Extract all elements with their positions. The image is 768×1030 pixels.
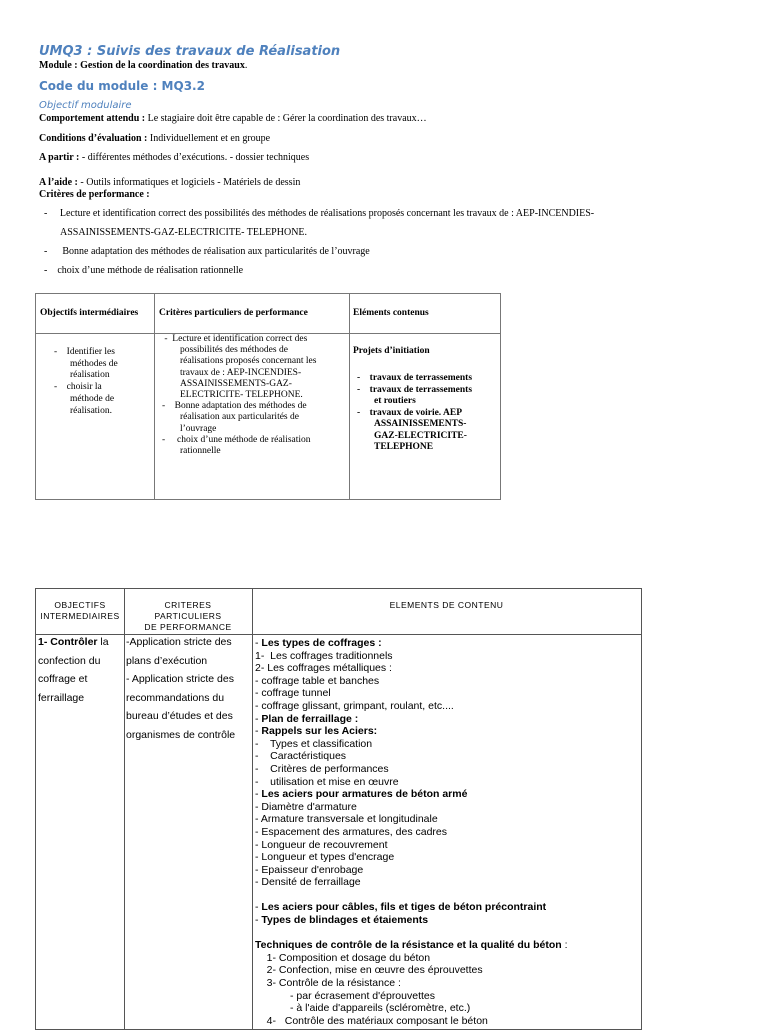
aide-label: A l’aide : xyxy=(39,177,78,188)
content-line: - Plan de ferraillage : xyxy=(255,712,359,725)
content-line: 1- Composition et dosage du béton xyxy=(255,951,431,964)
table2-elements-cell xyxy=(255,637,639,1027)
table1-header-objectifs: Objectifs intermédiaires xyxy=(40,308,139,318)
content-line: - coffrage tunnel xyxy=(255,687,331,700)
content-line: - Espacement des armatures, des cadres xyxy=(255,825,448,838)
criteria-item: - Lecture et identification correct des possibilités des méthodes de réalisations proposés concernant les travaux de : AEP-INCENDIES- xyxy=(44,208,595,219)
content-line: 2- Les coffrages métalliques : xyxy=(255,662,392,675)
content-line: - Les types de coffrages : xyxy=(255,637,382,649)
content-line: 4- Contrôle des matériaux composant le béton xyxy=(255,1014,488,1027)
content-line: - Diamètre d'armature xyxy=(255,800,357,813)
table2-header-criteres: CRITERES PARTICULIERS DE PERFORMANCE xyxy=(144,600,232,632)
content-line: - Types de blindages et étaiements xyxy=(255,914,429,927)
content-line: - utilisation et mise en œuvre xyxy=(255,775,399,788)
aide-value: - Outils informatiques et logiciels - Matériels de dessin xyxy=(77,177,301,188)
content-line: - Les aciers pour armatures de béton armé xyxy=(255,788,468,801)
content-line: - Rappels sur les Aciers: xyxy=(255,725,378,738)
table2-objectifs-cell: 1- Contrôler la confection du coffrage et ferraillage xyxy=(38,636,109,704)
table2-header-elements: ELEMENTS DE CONTENU xyxy=(389,600,504,610)
comportement-attendu xyxy=(39,113,427,125)
conditions-value: Individuellement et en groupe xyxy=(147,133,271,144)
table1-elements-cell: - travaux de terrassements - travaux de terrassements et routiers - travaux de voirie. AEP ASSAINISSEMENTS- GAZ-ELECTRICITE- TELEPHONE xyxy=(357,373,473,452)
objectives-table xyxy=(35,293,501,500)
comportement-value: Le stagiaire doit être capable de : Gérer la coordination des travaux… xyxy=(145,113,427,124)
content-line: 1- Les coffrages traditionnels xyxy=(255,649,393,662)
module-label: Module : Gestion de la coordination des travaux xyxy=(39,60,245,71)
content-line: - à l'aide d'appareils (scléromètre, etc.) xyxy=(255,1002,471,1015)
criteria-item: - Bonne adaptation des méthodes de réalisation aux particularités de l’ouvrage xyxy=(44,246,370,257)
content-line: - Armature transversale et longitudinale xyxy=(255,813,438,826)
module-code: Code du module : MQ3.2 xyxy=(39,79,205,93)
objectif-modulaire: Objectif modulaire xyxy=(39,100,132,111)
apartir-value: - différentes méthodes d’exécutions. - dossier techniques xyxy=(79,152,310,163)
conditions-label: Conditions d’évaluation : xyxy=(39,133,148,144)
content-line xyxy=(255,889,639,902)
content-line xyxy=(255,927,639,940)
module-unit-title: UMQ3 : Suivis des travaux de Réalisation xyxy=(39,44,341,59)
apartir-label: A partir : xyxy=(39,152,80,163)
content-line: - Longueur et types d'encrage xyxy=(255,851,395,864)
table1-header-elements: Eléments contenus xyxy=(353,308,429,318)
content-line: - coffrage table et banches xyxy=(255,674,380,687)
content-elements-table xyxy=(35,588,642,1030)
content-line: - Caractéristiques xyxy=(255,750,347,763)
content-line: - Critères de performances xyxy=(255,762,389,775)
comportement-label: Comportement attendu : xyxy=(39,113,146,124)
table1-projets-title: Projets d’initiation xyxy=(353,346,430,356)
content-line: - par écrasement d'éprouvettes xyxy=(255,989,436,1002)
content-line: Techniques de contrôle de la résistance et la qualité du béton : xyxy=(255,939,568,952)
table2-criteres-cell: -Application stricte des plans d’exécution - Application stricte des recommandations du bureau d’études et des organismes de contrôle xyxy=(126,636,236,741)
table1-objectifs-cell: - Identifier les méthodes de réalisation - choisir la méthode de réalisation. xyxy=(54,347,118,416)
criteria-item: - choix d’une méthode de réalisation rationnelle xyxy=(44,265,244,276)
table2-header-objectifs: OBJECTIFS INTERMEDIAIRES xyxy=(40,600,120,621)
a-l-aide xyxy=(39,177,300,189)
criteria-item-continued: ASSAINISSEMENTS-GAZ-ELECTRICITE- TELEPHONE. xyxy=(60,227,308,238)
content-line: - Types et classification xyxy=(255,737,373,750)
conditions-evaluation xyxy=(39,133,270,145)
content-line: - Epaisseur d'enrobage xyxy=(255,863,364,876)
module-line xyxy=(39,60,247,72)
module-end: . xyxy=(244,60,248,71)
table1-criteres-cell: - Lecture et identification correct des possibilités des méthodes de réalisations proposés concernant les travaux de : AEP-INCENDIES- ASSAINISSEMENTS-GAZ- ELECTRICITE- TELEPHONE. - Bonne adaptation des méthodes de réalisation aux particularités de l’ouvrage - choix d’une méthode de réalisation rationnelle xyxy=(162,334,317,457)
table1-header-criteres: Critères particuliers de performance xyxy=(159,308,308,318)
a-partir xyxy=(39,152,309,164)
content-line: 3- Contrôle de la résistance : xyxy=(255,977,401,990)
content-line: - coffrage glissant, grimpant, roulant, etc.... xyxy=(255,699,454,712)
content-line: - Les aciers pour câbles, fils et tiges de béton précontraint xyxy=(255,901,547,914)
criteres-label: Critères de performance : xyxy=(39,189,150,200)
content-line: - Longueur de recouvrement xyxy=(255,838,388,851)
content-line: 2- Confection, mise en œuvre des éprouvettes xyxy=(255,964,483,977)
content-line: - Densité de ferraillage xyxy=(255,876,361,889)
